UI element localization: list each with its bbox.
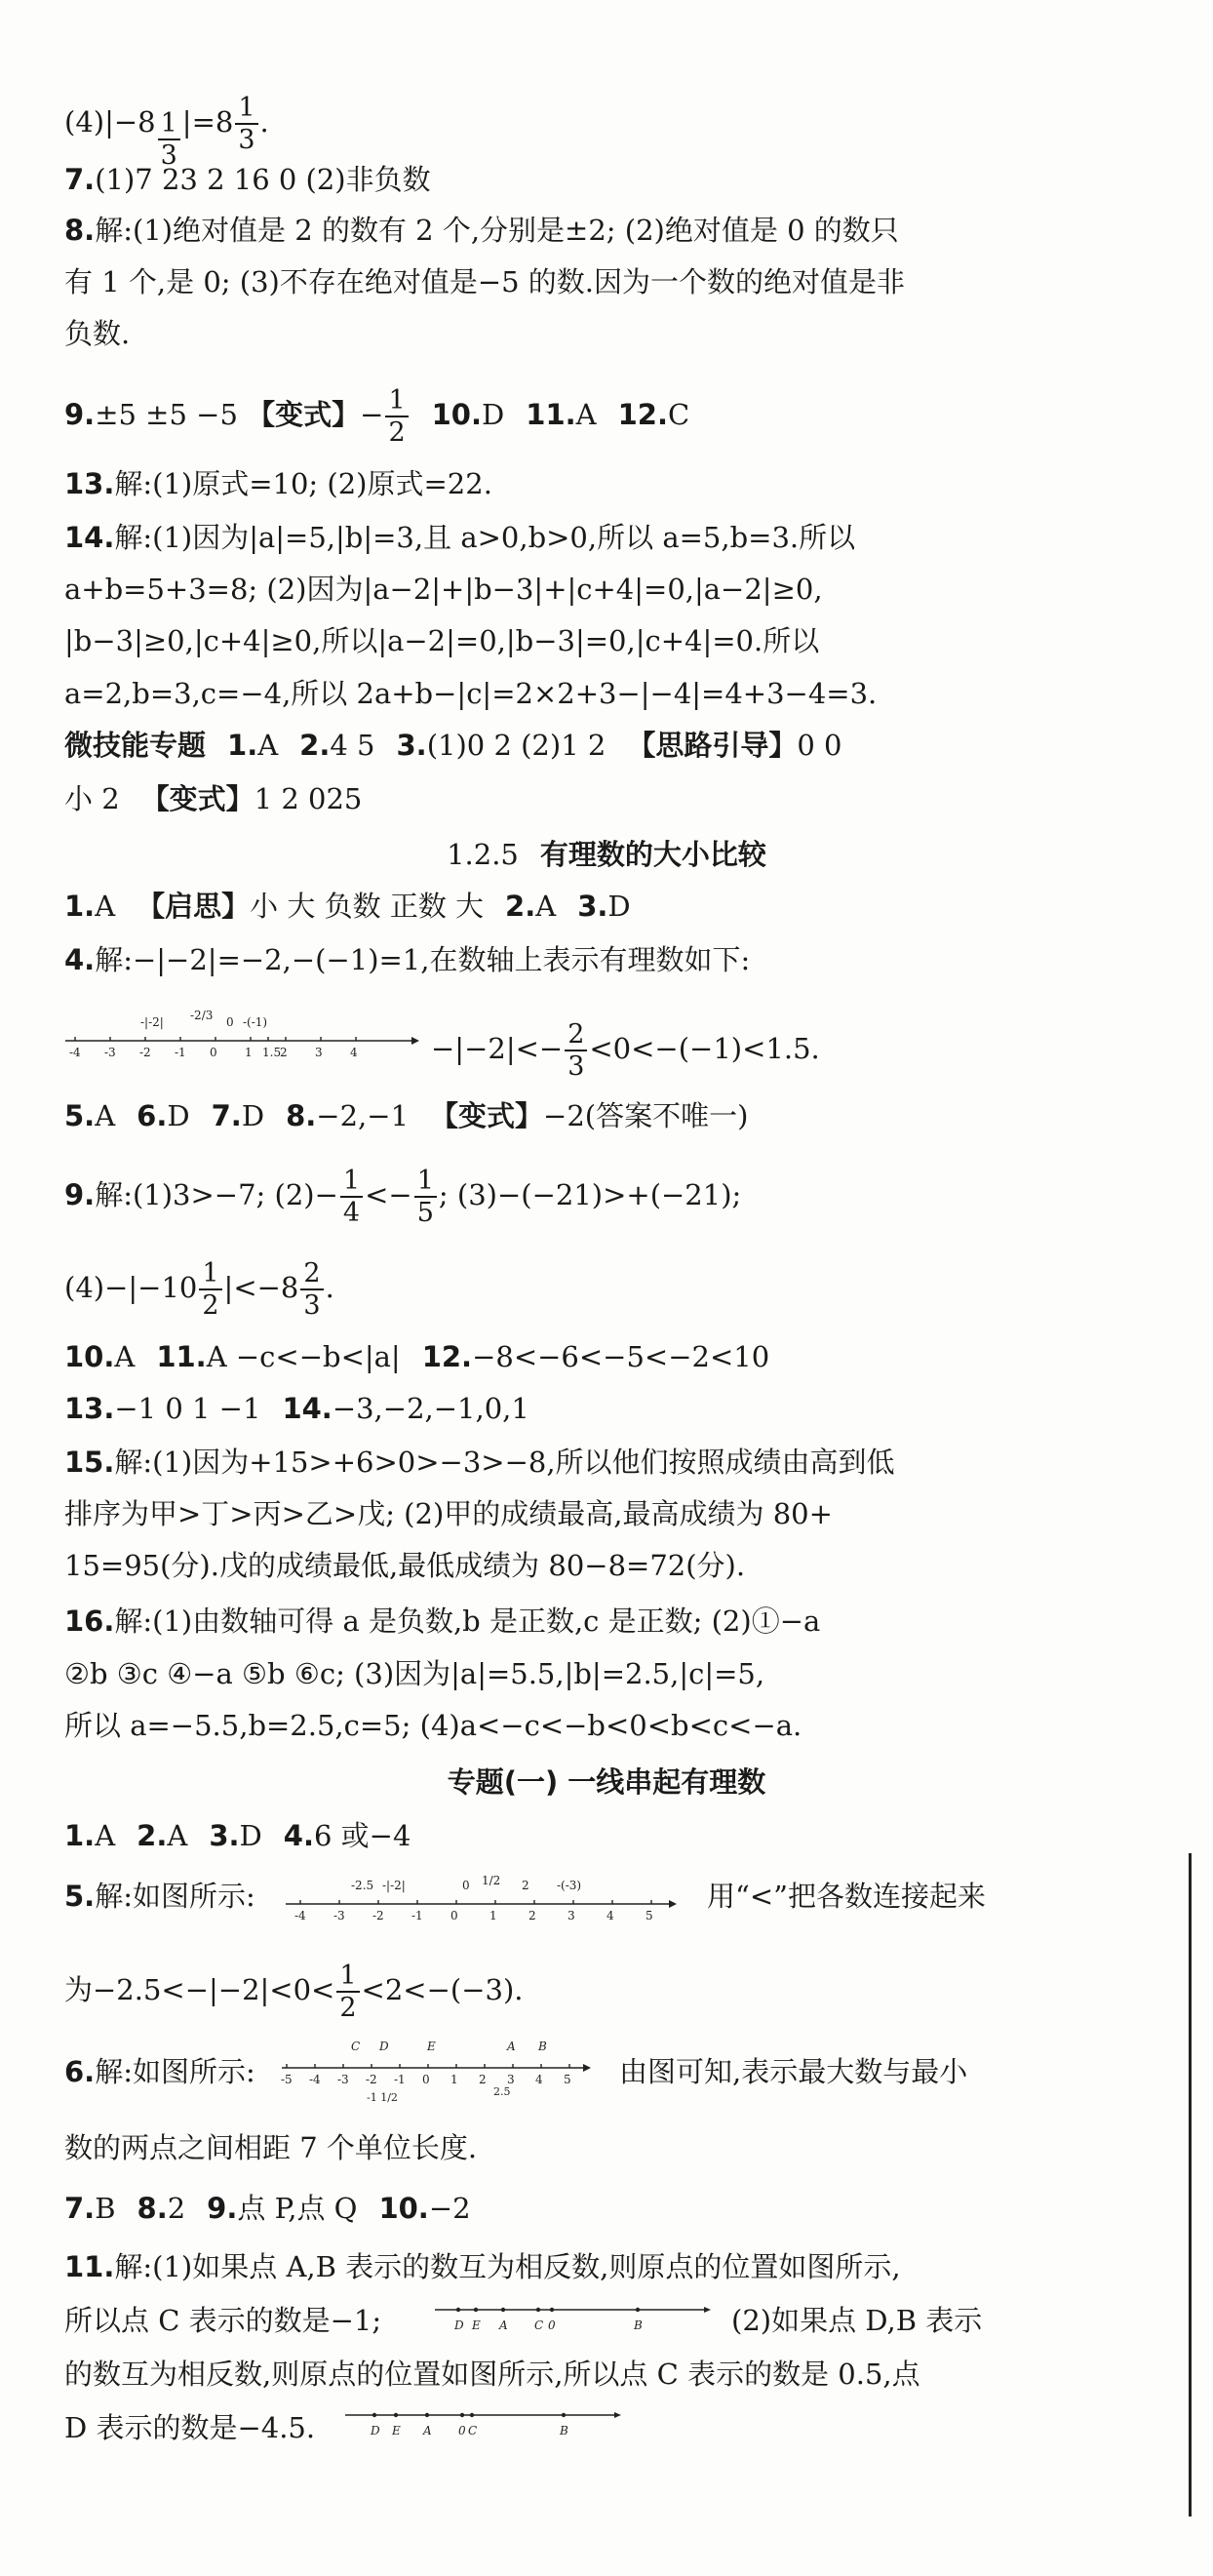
text: 解:−|−2|=−2,−(−1)=1,在数轴上表示有理数如下: [95, 943, 751, 976]
arrow-icon [614, 2412, 621, 2418]
text: ②b ③c ④−a ⑤b ⑥c; (3)因为|a|=5.5,|b|=2.5,|c|=5, [64, 1657, 765, 1690]
axis1-label: -2/3 [190, 1009, 214, 1022]
axis3-label: -1 1/2 [367, 2091, 398, 2104]
axis2-label: 0 [462, 1879, 470, 1892]
text: 0 0 [797, 729, 842, 762]
section-heading: 专题(一) 一线串起有理数 [447, 1765, 766, 1799]
text: 负数. [64, 317, 131, 350]
axis4-point [636, 2308, 640, 2312]
answer-line [64, 677, 878, 710]
denominator: 4 [342, 1198, 361, 1229]
answer-line [64, 2304, 382, 2337]
axis2-tick-label: -2 [372, 1909, 384, 1922]
axis4-point [501, 2308, 505, 2312]
question-number: 3. [209, 1819, 240, 1852]
number-line-4 [433, 2292, 716, 2337]
answer-line [64, 1709, 802, 1742]
axis5-label: E [392, 2424, 401, 2437]
text: −2(答案不唯一) [543, 1099, 749, 1132]
text: B [95, 2192, 116, 2225]
text: 15=95(分).戊的成绩最低,最低成绩为 80−8=72(分). [64, 1549, 746, 1582]
question-number: 15. [64, 1446, 115, 1479]
fraction [340, 1166, 363, 1228]
axis2-label: 2 [522, 1879, 529, 1892]
question-number: 1. [64, 890, 96, 923]
axis1-tick-label: 1 [245, 1046, 253, 1058]
text: |<−8 [223, 1271, 299, 1305]
numerator: 2 [565, 1019, 587, 1051]
question-number: 9. [207, 2192, 238, 2225]
text: −1 0 1 −1 [114, 1392, 261, 1425]
axis1-tick-label: 3 [315, 1046, 323, 1058]
text: A [167, 1819, 188, 1852]
section-title [0, 838, 1213, 871]
question-number: 6. [64, 2055, 96, 2088]
text: 1 2 025 [254, 782, 363, 815]
question-number: 10. [64, 1340, 115, 1373]
axis2-label: -|-2| [382, 1879, 406, 1892]
axis3-label: D [379, 2040, 389, 2053]
axis1-tick-label: 2 [280, 1046, 288, 1058]
text: −3,−2,−1,0,1 [332, 1392, 529, 1425]
axis2-tick-label: 1 [489, 1909, 497, 1922]
text: D [482, 398, 505, 432]
fraction [158, 108, 180, 171]
axis2-tick-label: -3 [333, 1909, 345, 1922]
answer-14 [64, 521, 856, 554]
numerator: 1 [414, 1166, 437, 1198]
variant-tag: 【变式】 [430, 1099, 544, 1132]
text: 小 2 [64, 782, 120, 815]
section-label: 微技能专题 [64, 729, 207, 762]
text: 为−2.5<−|−2|<0< [64, 1973, 335, 2007]
question-number: 8. [64, 214, 96, 247]
variant-tag: 【变式】 [140, 782, 254, 815]
axis1-tick-label: 1.5 [262, 1046, 282, 1058]
axis2-tick-label: 3 [567, 1909, 575, 1922]
axis5-label: A [423, 2424, 432, 2437]
answer-line [64, 1549, 746, 1582]
text: 有 1 个,是 0; (3)不存在绝对值是−5 的数.因为一个数的绝对值是非 [64, 265, 906, 298]
fraction [300, 1258, 323, 1321]
numerator: 1 [199, 1258, 221, 1290]
text: 解:(1)3>−7; (2)− [95, 1178, 338, 1212]
answer-16 [64, 1607, 820, 1636]
axis5-point [425, 2413, 429, 2417]
text: A [95, 890, 116, 923]
axis4-label: 0 [548, 2318, 556, 2332]
answer-line [64, 265, 906, 298]
answer-line [64, 1657, 765, 1690]
answer-5 [64, 1882, 255, 1911]
text: (4)|−8 [64, 105, 156, 139]
denominator: 3 [303, 1290, 321, 1322]
text: <2<−(−3). [361, 1973, 524, 2007]
question-number: 10. [378, 2192, 429, 2225]
axis5-label: 0 [458, 2424, 466, 2437]
question-number: 4. [64, 943, 96, 976]
axis1-label: 0 [226, 1015, 234, 1029]
question-number: 12. [421, 1340, 473, 1373]
text: 解:(1)由数轴可得 a 是负数,b 是正数,c 是正数; (2)①−a [114, 1605, 821, 1638]
answer-9-12 [64, 385, 689, 448]
axis3-tick-label: -5 [281, 2073, 293, 2086]
question-number: 10. [431, 398, 482, 432]
denominator: 2 [388, 417, 406, 449]
text: 4 5 [330, 729, 375, 762]
axis3-label: A [507, 2040, 516, 2053]
text: 解:(1)绝对值是 2 的数有 2 个,分别是±2; (2)绝对值是 0 的数只 [95, 214, 899, 247]
axis4-label: B [634, 2318, 643, 2332]
text: A [114, 1340, 136, 1373]
hint-tag: 【启思】 [137, 890, 251, 923]
text: C [667, 398, 690, 432]
axis1-tick-label: 4 [350, 1046, 358, 1058]
text: D [239, 1819, 262, 1852]
text: −2,−1 [316, 1099, 410, 1132]
question-number: 9. [64, 1178, 96, 1212]
text: A [575, 398, 597, 432]
axis3-tick-label: 3 [507, 2073, 515, 2086]
answer-line [64, 624, 820, 657]
text: |b−3|≥0,|c+4|≥0,所以|a−2|=0,|b−3|=0,|c+4|=0.所以 [64, 624, 820, 657]
question-number: 7. [64, 163, 96, 196]
answer-line [707, 1882, 986, 1911]
axis4-label: D [454, 2318, 464, 2332]
denominator: 2 [339, 1993, 357, 2024]
numerator: 1 [235, 93, 257, 125]
comparison-chain-2 [64, 1961, 524, 2023]
answer-13-14 [64, 1392, 529, 1425]
numerator: 1 [385, 385, 408, 417]
denominator: 3 [160, 140, 177, 172]
question-number: 2. [505, 890, 536, 923]
axis1-label: -|-2| [140, 1015, 164, 1029]
arrow-icon [669, 1900, 677, 1908]
denominator: 5 [416, 1198, 434, 1229]
text: 2 [167, 2192, 186, 2225]
axis3-tick-label: 4 [535, 2073, 543, 2086]
axis1-tick-label: -2 [139, 1046, 151, 1058]
question-number: 1. [64, 1819, 96, 1852]
fraction [235, 93, 257, 155]
answer-line [731, 2304, 983, 2337]
axis2-label: -2.5 [351, 1879, 374, 1892]
text: 解:(1)原式=10; (2)原式=22. [114, 467, 492, 500]
question-number: 13. [64, 1392, 115, 1425]
text: (4)−|−10 [64, 1271, 198, 1305]
text: A [535, 890, 557, 923]
text: . [325, 1271, 334, 1305]
numerator: 2 [300, 1258, 323, 1290]
axis5-point [372, 2413, 376, 2417]
number-line-1 [60, 990, 421, 1058]
question-number: 11. [64, 2250, 115, 2283]
text: A [95, 1099, 116, 1132]
axis3-tick-label: -2 [366, 2073, 377, 2086]
axis4-label: C [534, 2318, 544, 2332]
text: 解:(1)因为+15>+6>0>−3>−8,所以他们按照成绩由高到低 [114, 1446, 895, 1479]
denominator: 2 [202, 1290, 219, 1322]
text: ; (3)−(−21)>+(−21); [438, 1178, 742, 1212]
margin-rule [1189, 1853, 1192, 2517]
question-number: 7. [211, 1099, 242, 1132]
axis3-tick-label: -3 [337, 2073, 349, 2086]
numerator: 1 [158, 108, 180, 140]
question-number: 16. [64, 1605, 115, 1638]
axis3-tick-label: 5 [564, 2073, 571, 2086]
comparison-chain-1 [431, 1019, 820, 1082]
text: 解:如图所示: [95, 2055, 255, 2088]
question-number: 8. [286, 1099, 317, 1132]
micro-skill-line [64, 729, 842, 762]
axis3-tick-label: 2 [479, 2073, 487, 2086]
text: 数的两点之间相距 7 个单位长度. [64, 2131, 478, 2164]
text: a+b=5+3=8; (2)因为|a−2|+|b−3|+|c+4|=0,|a−2|≥0, [64, 573, 823, 606]
axis5-point [562, 2413, 566, 2417]
axis2-label: 1/2 [482, 1874, 501, 1887]
text: 解:如图所示: [95, 1880, 255, 1913]
question-number: 12. [617, 398, 668, 432]
answer-line [64, 2131, 478, 2164]
answer-7 [64, 163, 431, 196]
answer-line [64, 93, 269, 171]
text: 的数互为相反数,则原点的位置如图所示,所以点 C 表示的数是 0.5,点 [64, 2358, 920, 2391]
section-heading: 有理数的大小比较 [539, 838, 766, 871]
question-number: 14. [282, 1392, 333, 1425]
text: − [360, 398, 384, 432]
answer-1-4 [64, 1819, 411, 1852]
question-number: 5. [64, 1099, 96, 1132]
axis2-tick-label: 5 [646, 1909, 653, 1922]
fraction [385, 385, 408, 448]
question-number: 14. [64, 521, 115, 554]
axis1-tick-label: 0 [210, 1046, 217, 1058]
fraction [565, 1019, 587, 1082]
text: . [259, 105, 269, 139]
axis2-tick-label: 2 [528, 1909, 536, 1922]
text: a=2,b=3,c=−4,所以 2a+b−|c|=2×2+3−|−4|=4+3−4=3. [64, 677, 878, 710]
number-line-5 [343, 2401, 626, 2446]
answer-line [64, 2411, 316, 2444]
axis5-point [394, 2413, 398, 2417]
arrow-icon [704, 2307, 711, 2313]
answer-line [64, 1258, 334, 1321]
axis1-tick-label: -4 [69, 1046, 81, 1058]
axis3-label: E [427, 2040, 436, 2053]
text: <− [365, 1178, 412, 1212]
axis1-tick-label: -3 [104, 1046, 116, 1058]
axis4-label: E [472, 2318, 481, 2332]
axis4-point [474, 2308, 478, 2312]
question-number: 11. [156, 1340, 207, 1373]
answer-15 [64, 1448, 895, 1477]
text: 排序为甲>丁>丙>乙>戊; (2)甲的成绩最高,最高成绩为 80+ [64, 1497, 833, 1530]
fraction [336, 1961, 359, 2023]
answer-10-12 [64, 1340, 770, 1373]
axis3-tick-label: -1 [394, 2073, 406, 2086]
answer-line [619, 2055, 968, 2088]
axis2-label: -(-3) [557, 1879, 582, 1892]
answer-line [64, 1497, 833, 1530]
text: 6 或−4 [313, 1819, 411, 1852]
text: <0<−(−1)<1.5. [589, 1032, 820, 1066]
text: A [257, 729, 279, 762]
text: (2)如果点 D,B 表示 [731, 2304, 983, 2337]
axis3-tick-label: 1 [450, 2073, 458, 2086]
text: 所以 a=−5.5,b=2.5,c=5; (4)a<−c<−b<0<b<c<−a. [64, 1709, 802, 1742]
text: (1)7 23 2 16 0 (2)非负数 [95, 163, 431, 196]
question-number: 2. [137, 1819, 168, 1852]
answer-line [64, 782, 363, 815]
axis5-point [470, 2413, 474, 2417]
numerator: 1 [340, 1166, 363, 1198]
question-number: 8. [137, 2192, 168, 2225]
axis2-tick-label: -1 [411, 1909, 423, 1922]
question-number: 9. [64, 398, 96, 432]
question-number: 4. [283, 1819, 314, 1852]
answer-6 [64, 2055, 255, 2088]
text: D [241, 1099, 265, 1132]
question-number: 6. [137, 1099, 168, 1132]
question-number: 5. [64, 1880, 96, 1913]
axis2-tick-label: 4 [606, 1909, 614, 1922]
text: 小 大 负数 正数 大 [250, 890, 485, 923]
answer-13 [64, 467, 492, 500]
variant-tag: 【变式】 [247, 398, 361, 432]
axis2-tick-label: -4 [294, 1909, 306, 1922]
question-number: 1. [227, 729, 258, 762]
axis3-tick-label: 0 [422, 2073, 430, 2086]
answer-11 [64, 2250, 901, 2283]
axis1-tick-label: -1 [175, 1046, 186, 1058]
text: 用“<”把各数连接起来 [707, 1880, 986, 1913]
text: −|−2|<− [431, 1032, 564, 1066]
question-number: 2. [299, 729, 331, 762]
number-line-2 [281, 1865, 681, 1931]
arrow-icon [411, 1037, 419, 1045]
axis5-label: C [468, 2424, 478, 2437]
axis1-label: -(-1) [243, 1015, 268, 1029]
question-number: 13. [64, 467, 115, 500]
numerator: 1 [336, 1961, 359, 1993]
axis4-point [550, 2308, 554, 2312]
text: −2 [428, 2192, 471, 2225]
answer-8 [64, 214, 899, 247]
question-number: 3. [396, 729, 427, 762]
text: D [607, 890, 631, 923]
axis4-point [536, 2308, 540, 2312]
text: −8<−6<−5<−2<10 [472, 1340, 770, 1373]
axis3-label: B [538, 2040, 547, 2053]
section-title [0, 1765, 1213, 1799]
answer-9 [64, 1166, 741, 1228]
question-number: 11. [526, 398, 576, 432]
text: ±5 ±5 −5 [95, 398, 248, 432]
axis5-point [460, 2413, 464, 2417]
number-line-3 [279, 2029, 596, 2107]
axis5-label: D [371, 2424, 380, 2437]
text: A [95, 1819, 116, 1852]
hint-tag: 【思路引导】 [627, 729, 798, 762]
axis2-tick-label: 0 [450, 1909, 458, 1922]
text: 解:(1)如果点 A,B 表示的数互为相反数,则原点的位置如图所示, [114, 2250, 901, 2283]
denominator: 3 [238, 125, 255, 156]
answer-4 [64, 943, 751, 976]
text: A −c<−b<|a| [206, 1340, 401, 1373]
question-number: 3. [577, 890, 608, 923]
answer-1-3 [64, 892, 631, 921]
arrow-icon [583, 2064, 591, 2072]
fraction [414, 1166, 437, 1228]
text: 解:(1)因为|a|=5,|b|=3,且 a>0,b>0,所以 a=5,b=3.所以 [114, 521, 856, 554]
axis3-label: C [351, 2040, 361, 2053]
text: (1)0 2 (2)1 2 [426, 729, 606, 762]
section-number: 1.2.5 [447, 838, 519, 871]
answer-line [64, 317, 131, 350]
question-number: 7. [64, 2192, 96, 2225]
text: 点 P,点 Q [237, 2192, 358, 2225]
axis4-point [456, 2308, 460, 2312]
answer-7-10 [64, 2192, 471, 2225]
answer-line [64, 2360, 920, 2389]
denominator: 3 [567, 1051, 585, 1083]
fraction [199, 1258, 221, 1321]
text: |=8 [181, 105, 234, 139]
axis3-label: 2.5 [493, 2085, 511, 2098]
axis4-label: A [499, 2318, 508, 2332]
axis5-label: B [560, 2424, 568, 2437]
axis3-tick-label: -4 [309, 2073, 321, 2086]
text: 由图可知,表示最大数与最小 [619, 2055, 968, 2088]
text: D 表示的数是−4.5. [64, 2411, 316, 2444]
answer-5-8 [64, 1099, 749, 1132]
text: 所以点 C 表示的数是−1; [64, 2304, 382, 2337]
answer-line [64, 575, 823, 604]
text: D [167, 1099, 190, 1132]
